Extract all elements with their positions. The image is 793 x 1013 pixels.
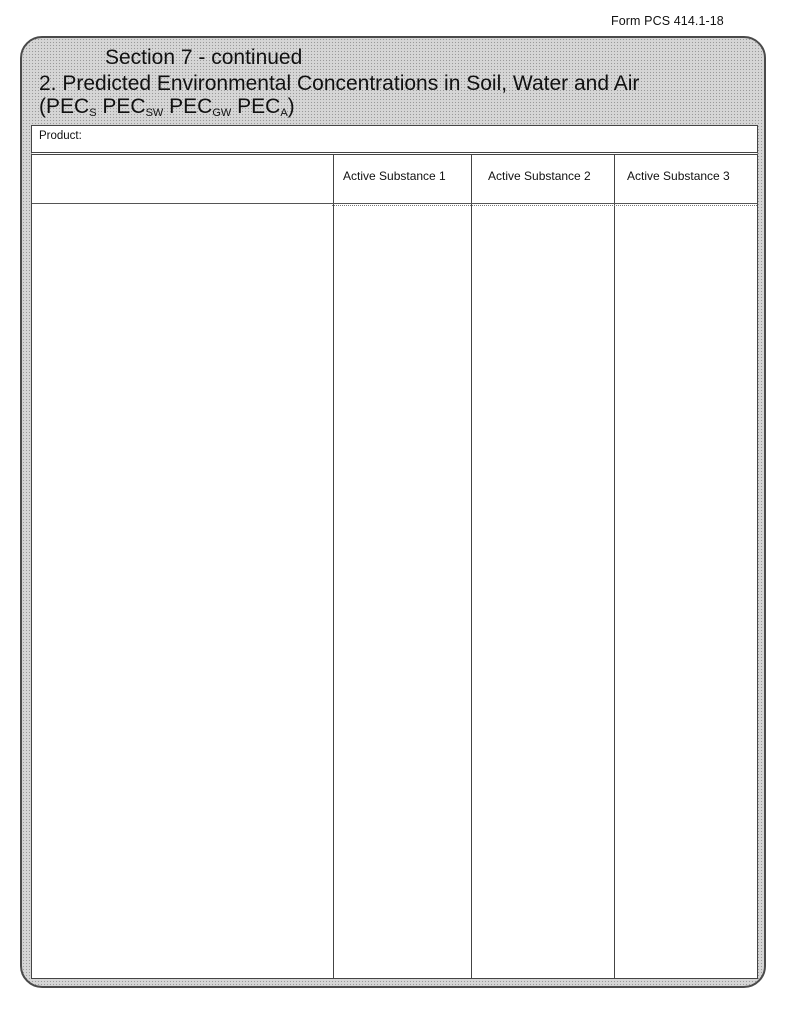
product-field[interactable] <box>31 125 758 154</box>
heading-paren-close: ) <box>287 95 295 118</box>
active-substance-3-column[interactable] <box>614 155 757 978</box>
product-label: Product: <box>39 130 82 142</box>
pec-table <box>31 152 758 979</box>
heading-paren-open: ( <box>39 95 46 118</box>
heading-line-2 <box>39 95 639 125</box>
pec-soil: PEC <box>46 95 90 118</box>
section-title: Section 7 - continued <box>105 46 303 69</box>
section-heading <box>39 72 639 125</box>
description-column[interactable] <box>32 155 334 978</box>
heading-line-1: 2. Predicted Environmental Concentrations in Soil, Water and Air <box>39 72 640 95</box>
form-frame <box>20 36 766 988</box>
pec-ground-water-subscript: GW <box>212 107 232 119</box>
pec-surface-water: PEC <box>102 95 146 118</box>
column-header-active-substance-3: Active Substance 3 <box>627 169 730 183</box>
pec-soil-subscript: S <box>89 107 97 119</box>
pec-surface-water-subscript: SW <box>145 107 164 119</box>
pec-air-subscript: A <box>280 107 288 119</box>
pec-air: PEC <box>237 95 281 118</box>
column-header-active-substance-1: Active Substance 1 <box>343 169 446 183</box>
active-substance-2-column[interactable] <box>471 155 615 978</box>
active-substance-1-column[interactable] <box>333 155 472 978</box>
column-header-active-substance-2: Active Substance 2 <box>488 169 591 183</box>
table-header-row <box>32 155 757 204</box>
form-id: Form PCS 414.1-18 <box>611 14 724 28</box>
pec-ground-water: PEC <box>169 95 213 118</box>
